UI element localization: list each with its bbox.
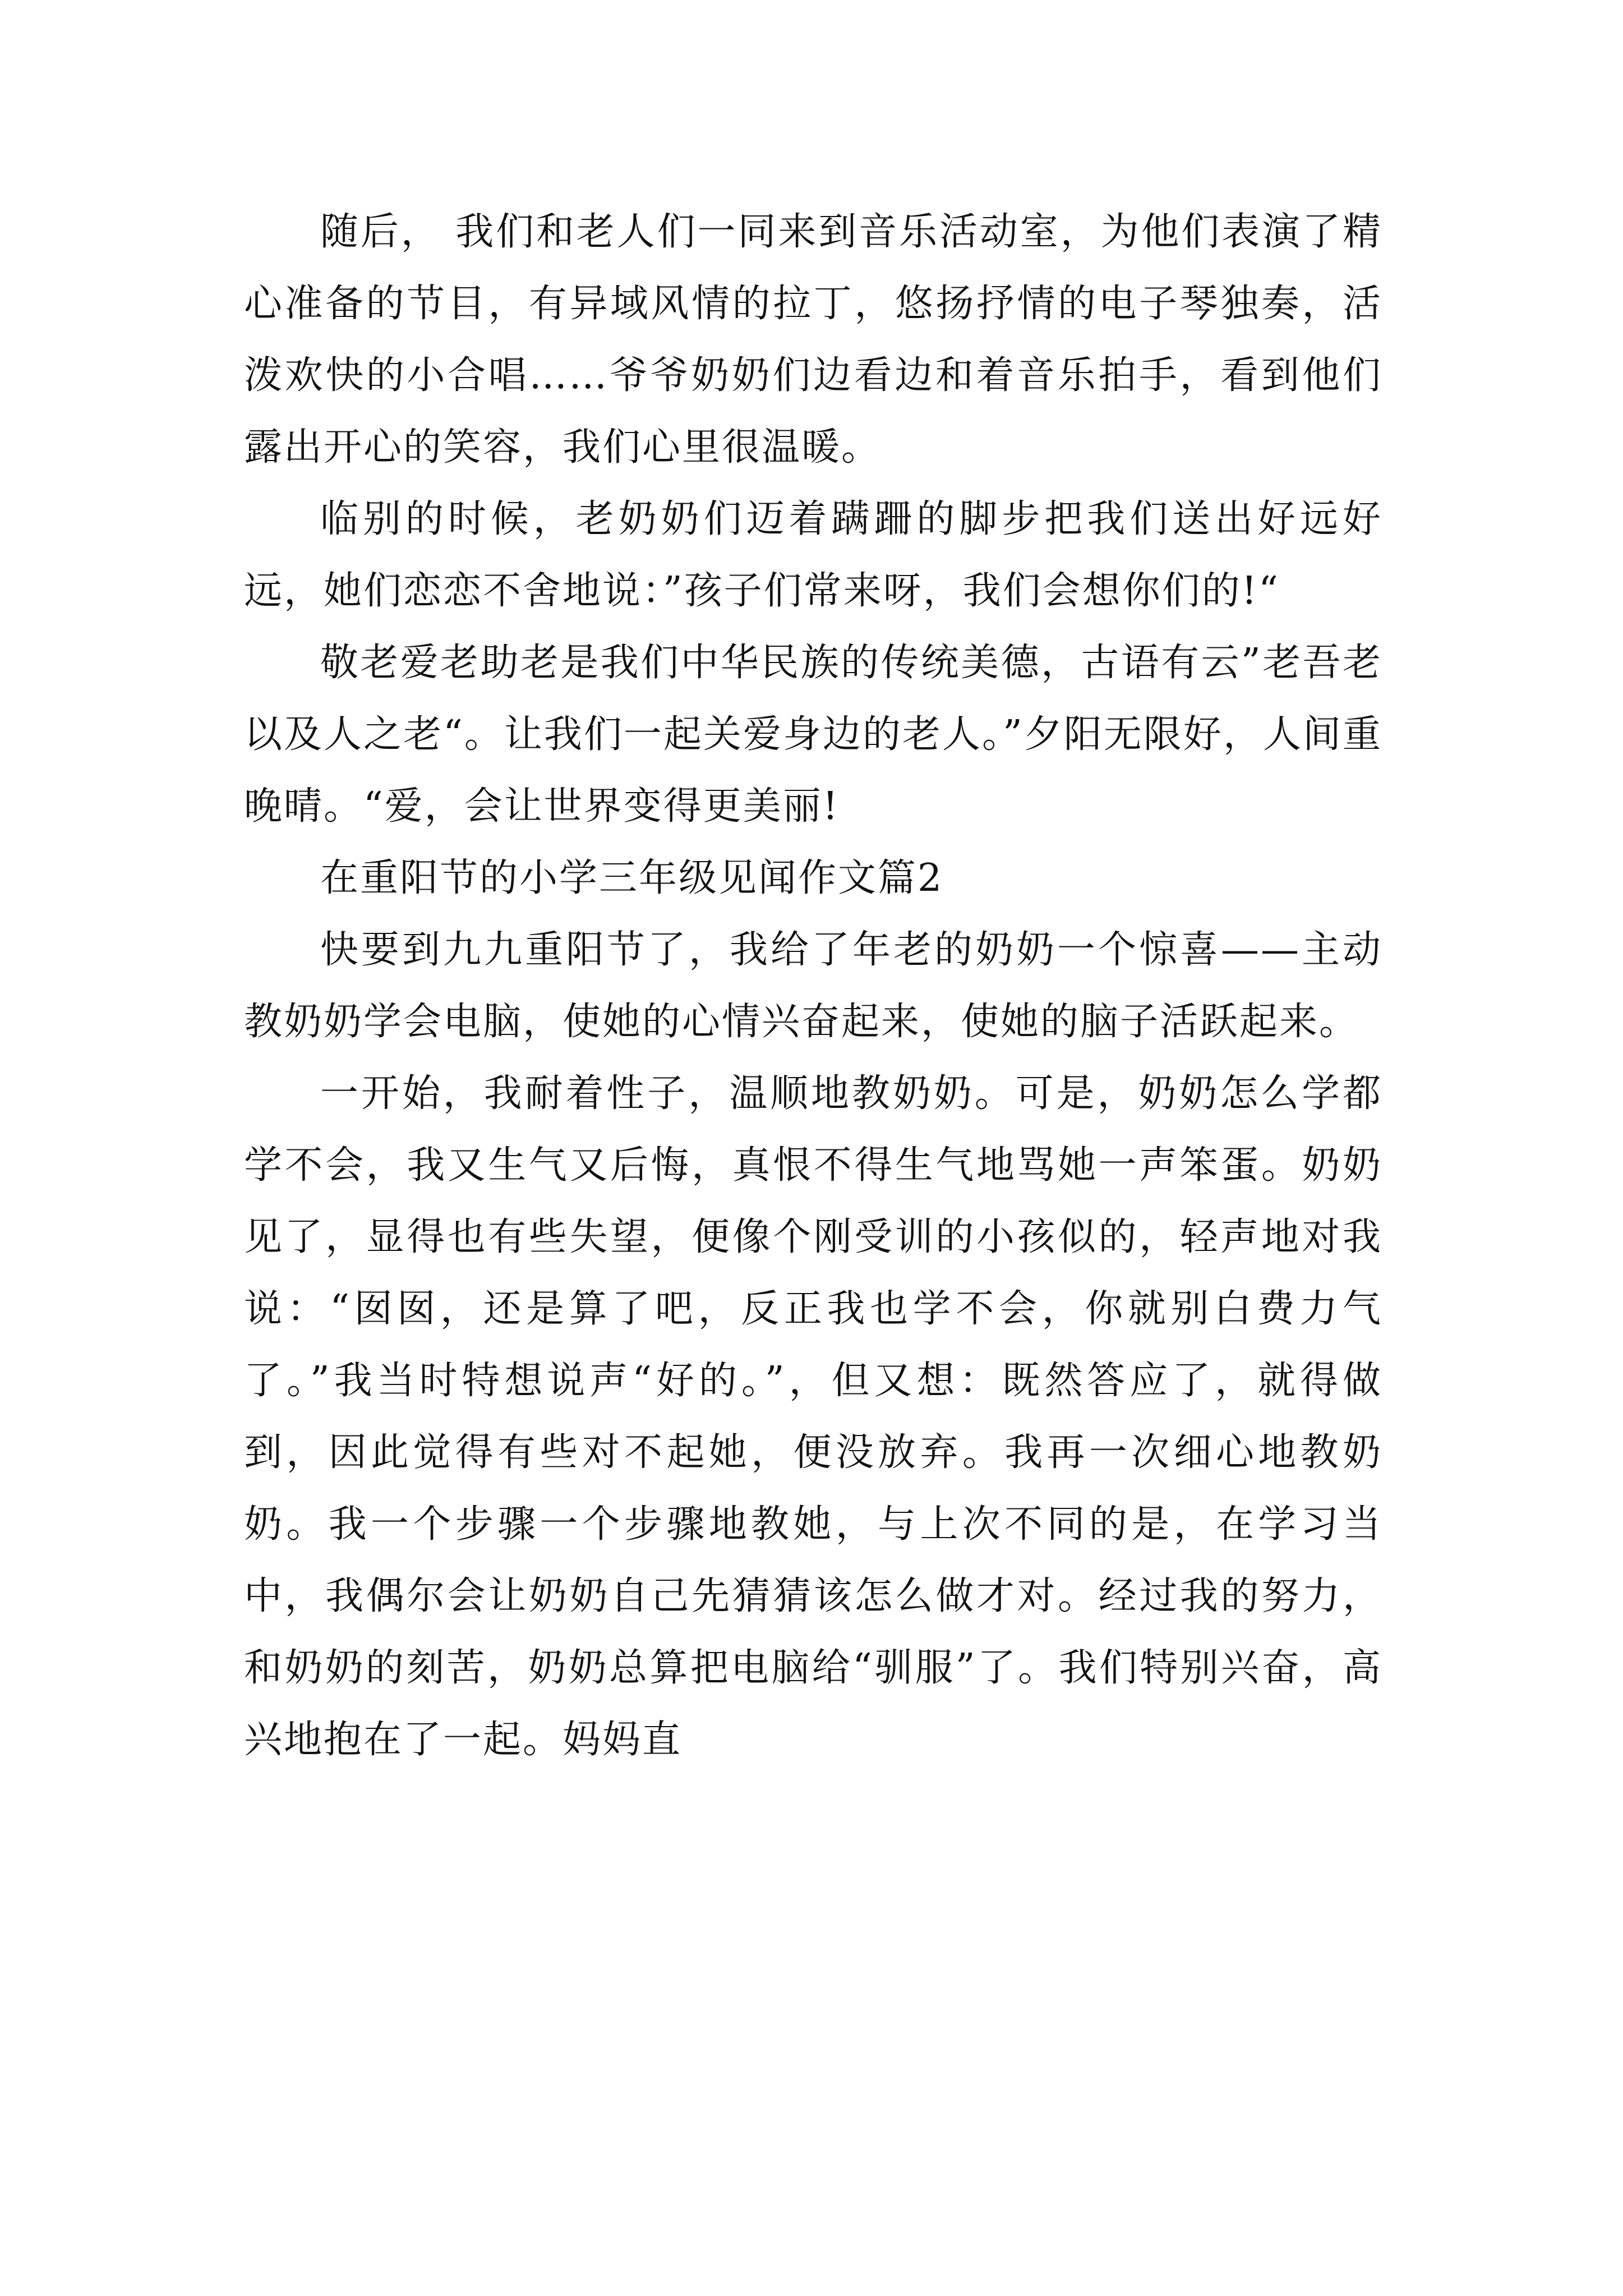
paragraph-performance: 随后， 我们和老人们一同来到音乐活动室，为他们表演了精心准备的节目，有异域风情的拉丁，悠扬抒情的电子琴独奏，活泼欢快的小合唱……爷爷奶奶们边看边和着音乐拍手，看到他们露出开心的笑容，我们心里很温暖。 [244,210,1382,470]
essay-heading: 在重阳节的小学三年级见闻作文篇2 [320,856,944,900]
paragraph-respect-elders: 敬老爱老助老是我们中华民族的传统美德，古语有云”老吾老以及人之老“。让我们一起关爱身边的老人。”夕阳无限好，人间重晚晴。“爱，会让世界变得更美丽! [244,641,1382,829]
paragraph-teaching-computer: 一开始，我耐着性子，温顺地教奶奶。可是，奶奶怎么学都学不会，我又生气又后悔，真恨不得生气地骂她一声笨蛋。奶奶见了，显得也有些失望，便像个刚受训的小孩似的，轻声地对我说：“囡囡，还是算了吧，反正我也学不会，你就别白费力气了。”我当时特想说声“好的。”，但又想：既然答应了，就得做到，因此觉得有些对不起她，便没放弃。我再一次细心地教奶奶。我一个步骤一个步骤地教她，与上次不同的是，在学习当中，我偶尔会让奶奶自己先猜猜该怎么做才对。经过我的努力，和奶奶的刻苦，奶奶总算把电脑给“驯服”了。我们特别兴奋，高兴地抱在了一起。妈妈直 [244,1071,1382,1762]
document-body [244,196,1382,1776]
paragraph-surprise: 快要到九九重阳节了，我给了年老的奶奶一个惊喜——主动教奶奶学会电脑，使她的心情兴奋起来，使她的脑子活跃起来。 [244,928,1382,1044]
paragraph-farewell: 临别的时候，老奶奶们迈着蹒跚的脚步把我们送出好远好远，她们恋恋不舍地说：”孩子们常来呀，我们会想你们的!“ [244,497,1382,613]
